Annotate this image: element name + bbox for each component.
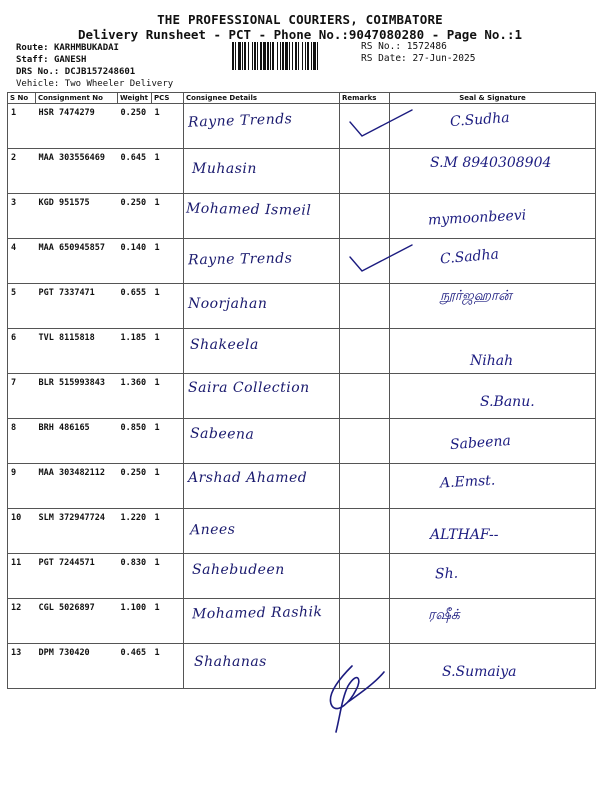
cell-consignee bbox=[184, 464, 340, 509]
table-row bbox=[8, 239, 596, 284]
table-row bbox=[8, 104, 596, 149]
recipient-signature: A.Emst. bbox=[439, 472, 496, 492]
cell-remarks bbox=[340, 509, 390, 554]
cell-consignment-no: DPM 730420 bbox=[36, 644, 118, 689]
cell-consignee bbox=[184, 374, 340, 419]
cell-weight: 0.140 bbox=[118, 239, 152, 284]
drs-line bbox=[16, 67, 135, 77]
cell-consignment-no: MAA 303482112 bbox=[36, 464, 118, 509]
cell-sno: 8 bbox=[8, 419, 36, 464]
rs-number-label: RS No.: bbox=[361, 41, 402, 52]
cell-remarks bbox=[340, 194, 390, 239]
vehicle-label: Vehicle: bbox=[16, 79, 60, 89]
recipient-signature: Nihah bbox=[470, 353, 514, 369]
table-row bbox=[8, 644, 596, 689]
cell-pcs: 1 bbox=[152, 554, 184, 599]
cell-consignment-no: MAA 303556469 bbox=[36, 149, 118, 194]
cell-consignee bbox=[184, 149, 340, 194]
cell-seal-signature bbox=[390, 374, 596, 419]
cell-sno: 13 bbox=[8, 644, 36, 689]
cell-pcs: 1 bbox=[152, 194, 184, 239]
route-value: KARHMBUKADAI bbox=[53, 43, 119, 53]
cell-consignment-no: BRH 486165 bbox=[36, 419, 118, 464]
cell-sno: 6 bbox=[8, 329, 36, 374]
cell-consignee bbox=[184, 284, 340, 329]
recipient-signature: S.Sumaiya bbox=[442, 664, 517, 680]
barcode-image bbox=[230, 42, 354, 70]
cell-pcs: 1 bbox=[152, 239, 184, 284]
cell-weight: 1.220 bbox=[118, 509, 152, 554]
cell-sno: 2 bbox=[8, 149, 36, 194]
cell-remarks bbox=[340, 464, 390, 509]
cell-remarks bbox=[340, 374, 390, 419]
staff-label: Staff: bbox=[16, 55, 49, 65]
cell-seal-signature bbox=[390, 329, 596, 374]
cell-weight: 0.250 bbox=[118, 194, 152, 239]
cell-consignee bbox=[184, 509, 340, 554]
runsheet-subtitle: Delivery Runsheet - PCT - Phone No.:9047080280 - Page No.:1 bbox=[77, 27, 522, 42]
cell-pcs: 1 bbox=[152, 284, 184, 329]
table-row bbox=[8, 284, 596, 329]
col-header-seal-signature: Seal & Signature bbox=[390, 93, 596, 104]
cell-seal-signature bbox=[390, 644, 596, 689]
cell-weight: 0.645 bbox=[118, 149, 152, 194]
consignee-name: Sabeena bbox=[189, 425, 255, 443]
cell-weight: 1.360 bbox=[118, 374, 152, 419]
consignee-name: Anees bbox=[189, 521, 236, 539]
cell-pcs: 1 bbox=[152, 104, 184, 149]
cell-sno: 5 bbox=[8, 284, 36, 329]
vehicle-value: Two Wheeler Delivery bbox=[64, 79, 174, 89]
col-header-sno: S No bbox=[8, 93, 36, 104]
cell-sno: 7 bbox=[8, 374, 36, 419]
table-row bbox=[8, 554, 596, 599]
runsheet-table bbox=[7, 92, 596, 689]
table-row bbox=[8, 419, 596, 464]
staff-signature-scribble bbox=[318, 662, 388, 734]
cell-remarks bbox=[340, 239, 390, 284]
recipient-signature: C.Sudha bbox=[449, 109, 511, 131]
cell-weight: 0.850 bbox=[118, 419, 152, 464]
drs-label: DRS No.: bbox=[16, 67, 60, 77]
cell-weight: 0.250 bbox=[118, 464, 152, 509]
route-line bbox=[16, 43, 119, 53]
cell-weight: 0.250 bbox=[118, 104, 152, 149]
recipient-signature: ரஷீக் bbox=[428, 607, 460, 623]
col-header-consignee: Consignee Details bbox=[184, 93, 340, 104]
cell-seal-signature bbox=[390, 194, 596, 239]
cell-pcs: 1 bbox=[152, 419, 184, 464]
consignee-name: Mohamed Rashik bbox=[191, 604, 323, 623]
cell-consignee bbox=[184, 239, 340, 284]
recipient-signature: நூர்ஜஹான் bbox=[440, 288, 512, 304]
cell-weight: 0.655 bbox=[118, 284, 152, 329]
table-row bbox=[8, 464, 596, 509]
col-header-consignment: Consignment No bbox=[36, 93, 118, 104]
table-row bbox=[8, 374, 596, 419]
cell-weight: 0.465 bbox=[118, 644, 152, 689]
staff-line bbox=[16, 55, 86, 65]
cell-consignee bbox=[184, 419, 340, 464]
table-row bbox=[8, 599, 596, 644]
consignee-name: Muhasin bbox=[192, 161, 257, 177]
cell-remarks bbox=[340, 149, 390, 194]
consignee-name: Arshad Ahamed bbox=[188, 470, 308, 486]
recipient-signature: S.Banu. bbox=[480, 394, 535, 410]
cell-remarks bbox=[340, 554, 390, 599]
cell-seal-signature bbox=[390, 284, 596, 329]
cell-consignee bbox=[184, 599, 340, 644]
cell-consignee bbox=[184, 329, 340, 374]
cell-remarks bbox=[340, 284, 390, 329]
cell-remarks bbox=[340, 104, 390, 149]
recipient-signature: C.Sadha bbox=[439, 246, 500, 268]
rs-number-value: 1572486 bbox=[406, 41, 447, 52]
table-row bbox=[8, 194, 596, 239]
cell-consignee bbox=[184, 554, 340, 599]
consignee-name: Rayne Trends bbox=[187, 111, 293, 131]
table-row bbox=[8, 509, 596, 554]
recipient-signature: S.M 8940308904 bbox=[430, 155, 552, 171]
cell-pcs: 1 bbox=[152, 464, 184, 509]
cell-seal-signature bbox=[390, 509, 596, 554]
cell-sno: 10 bbox=[8, 509, 36, 554]
cell-pcs: 1 bbox=[152, 599, 184, 644]
drs-value: DCJB157248601 bbox=[64, 67, 136, 77]
cell-weight: 0.830 bbox=[118, 554, 152, 599]
consignee-name: Rayne Trends bbox=[187, 250, 293, 269]
cell-seal-signature bbox=[390, 239, 596, 284]
recipient-signature: ALTHAF-- bbox=[430, 527, 499, 543]
cell-pcs: 1 bbox=[152, 644, 184, 689]
cell-consignment-no: TVL 8115818 bbox=[36, 329, 118, 374]
rs-date-line bbox=[361, 53, 475, 64]
cell-consignment-no: HSR 7474279 bbox=[36, 104, 118, 149]
consignee-name: Shahanas bbox=[194, 654, 267, 670]
consignee-name: Saira Collection bbox=[188, 380, 310, 396]
rs-date-label: RS Date: bbox=[361, 53, 407, 64]
table-row bbox=[8, 329, 596, 374]
consignee-name: Noorjahan bbox=[188, 296, 268, 312]
consignee-name: Sahebudeen bbox=[192, 562, 285, 578]
cell-sno: 1 bbox=[8, 104, 36, 149]
cell-sno: 3 bbox=[8, 194, 36, 239]
cell-pcs: 1 bbox=[152, 149, 184, 194]
route-label: Route: bbox=[16, 43, 49, 53]
cell-remarks bbox=[340, 329, 390, 374]
cell-consignment-no: CGL 5026897 bbox=[36, 599, 118, 644]
cell-weight: 1.100 bbox=[118, 599, 152, 644]
cell-consignment-no: PGT 7244571 bbox=[36, 554, 118, 599]
cell-pcs: 1 bbox=[152, 374, 184, 419]
cell-pcs: 1 bbox=[152, 509, 184, 554]
cell-seal-signature bbox=[390, 599, 596, 644]
cell-sno: 12 bbox=[8, 599, 36, 644]
cell-consignment-no: SLM 372947724 bbox=[36, 509, 118, 554]
cell-consignee bbox=[184, 194, 340, 239]
cell-consignment-no: PGT 7337471 bbox=[36, 284, 118, 329]
cell-consignment-no: BLR 515993843 bbox=[36, 374, 118, 419]
consignee-name: Shakeela bbox=[190, 337, 259, 353]
cell-weight: 1.185 bbox=[118, 329, 152, 374]
table-header-row bbox=[8, 93, 596, 104]
cell-remarks bbox=[340, 599, 390, 644]
company-title: THE PROFESSIONAL COURIERS, COIMBATORE bbox=[157, 12, 443, 27]
cell-seal-signature bbox=[390, 104, 596, 149]
consignee-name: Mohamed Ismeil bbox=[185, 200, 312, 219]
cell-seal-signature bbox=[390, 149, 596, 194]
vehicle-line bbox=[16, 79, 173, 89]
cell-consignment-no: KGD 951575 bbox=[36, 194, 118, 239]
cell-seal-signature bbox=[390, 554, 596, 599]
col-header-remarks: Remarks bbox=[340, 93, 390, 104]
cell-consignment-no: MAA 650945857 bbox=[36, 239, 118, 284]
cell-sno: 4 bbox=[8, 239, 36, 284]
recipient-signature: mymoonbeevi bbox=[427, 207, 527, 229]
cell-seal-signature bbox=[390, 419, 596, 464]
col-header-pcs: PCS bbox=[152, 93, 184, 104]
table-row bbox=[8, 149, 596, 194]
staff-value: GANESH bbox=[53, 55, 87, 65]
cell-sno: 9 bbox=[8, 464, 36, 509]
rs-number-line bbox=[361, 41, 447, 52]
cell-consignee bbox=[184, 644, 340, 689]
recipient-signature: Sabeena bbox=[449, 432, 512, 454]
cell-seal-signature bbox=[390, 464, 596, 509]
col-header-weight: Weight bbox=[118, 93, 152, 104]
rs-date-value: 27-Jun-2025 bbox=[412, 53, 476, 64]
cell-consignee bbox=[184, 104, 340, 149]
cell-sno: 11 bbox=[8, 554, 36, 599]
cell-remarks bbox=[340, 419, 390, 464]
cell-pcs: 1 bbox=[152, 329, 184, 374]
recipient-signature: Sh. bbox=[434, 565, 459, 583]
